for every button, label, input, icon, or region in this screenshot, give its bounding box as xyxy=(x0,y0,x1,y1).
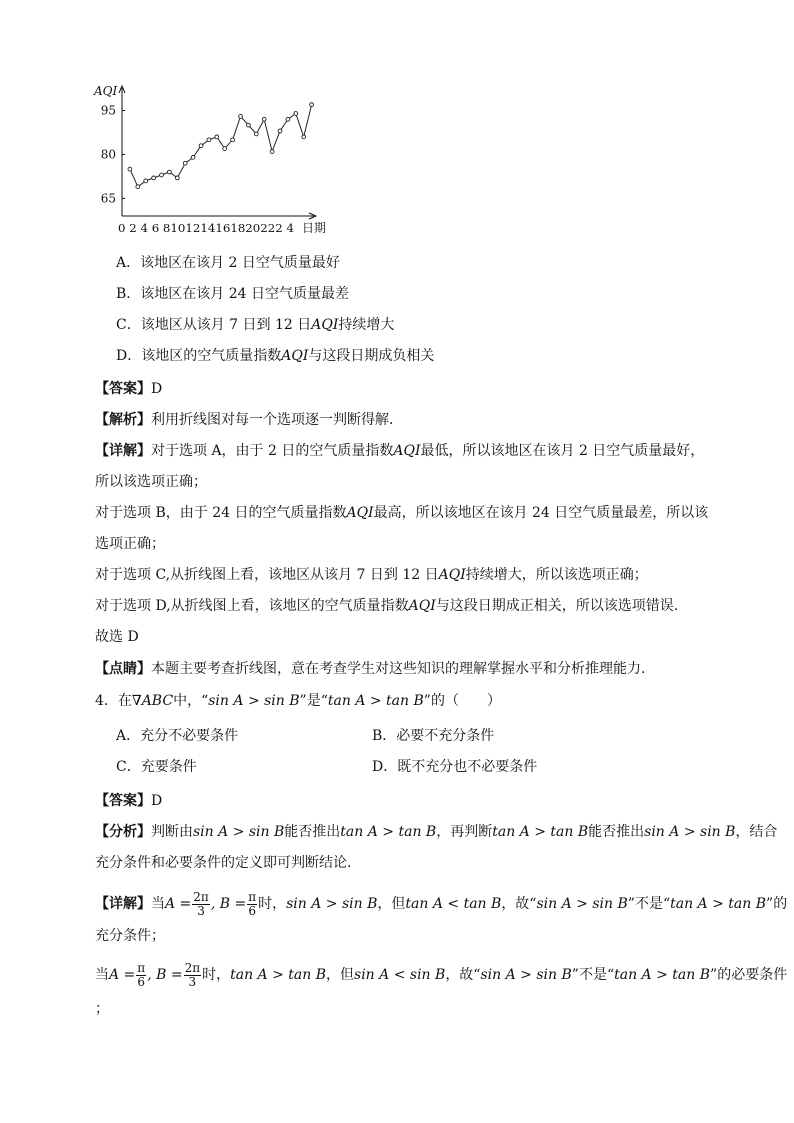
detail-text: 与这段日期成正相关，所以该选项错误. xyxy=(435,598,679,614)
aqi-data-point xyxy=(262,117,266,121)
q3-detail-4 xyxy=(95,533,794,555)
detail-text: ，故“ xyxy=(501,896,537,912)
detail-text: ”不是“ xyxy=(627,896,671,912)
detail-text: 对于选项 B，由于 24 日的空气质量指数 xyxy=(95,505,347,521)
fraction-denominator: 3 xyxy=(197,903,205,918)
analysis-text: ，再判断 xyxy=(436,824,493,840)
detail-text: 选项正确； xyxy=(95,536,165,552)
option-a xyxy=(116,252,794,274)
detail-math: sin A < sin B xyxy=(354,967,446,983)
detail-text: 对于选项 C,从折线图上看，该地区从该月 7 日到 12 日 xyxy=(95,567,439,583)
detail-math: tan A < tan B xyxy=(405,896,502,912)
detail-text: 所以该选项正确； xyxy=(95,474,207,490)
aqi-data-point xyxy=(278,129,282,133)
q4-stem-math: tan A > tan B xyxy=(327,693,424,709)
q3-detail-2 xyxy=(95,471,794,493)
q4-stem-math: sin A > sin B xyxy=(208,693,300,709)
option-b xyxy=(116,283,794,305)
detail-text: ”不是“ xyxy=(571,967,615,983)
analysis-text: 判断由 xyxy=(151,824,193,840)
fraction-numerator: π xyxy=(137,960,146,975)
aqi-data-point xyxy=(231,138,235,142)
fraction-numerator: π xyxy=(248,889,257,904)
aqi-data-point xyxy=(175,176,179,180)
detail-math: tan A > tan B xyxy=(670,896,767,912)
q4-option-d: D．既不充分也不必要条件 xyxy=(372,759,538,775)
detail-math: , B = xyxy=(210,896,247,912)
detail-math: AQI xyxy=(438,567,466,583)
q4-analysis-1 xyxy=(95,821,794,843)
aqi-data-point xyxy=(270,150,274,154)
aqi-data-point xyxy=(183,161,187,165)
aqi-data-point xyxy=(191,156,195,160)
analysis-math: sin A > sin B xyxy=(644,824,736,840)
answer-tag: 【答案】 xyxy=(95,381,151,397)
detail-text: 最高，所以该地区在该月 24 日空气质量最差，所以该 xyxy=(373,505,709,521)
fraction-denominator: 6 xyxy=(248,903,256,918)
fraction xyxy=(136,962,146,989)
option-b-text: B．该地区在该月 24 日空气质量最差 xyxy=(116,286,350,302)
aqi-data-point xyxy=(310,103,314,107)
aqi-data-point xyxy=(160,173,164,177)
answer-value: D xyxy=(151,381,163,397)
detail-text: ，故“ xyxy=(445,967,481,983)
detail-math: sin A > sin B xyxy=(480,967,572,983)
q4-detail-3 xyxy=(95,958,794,992)
option-d-math: AQI xyxy=(281,348,309,364)
q4-stem-text: ”的（ ） xyxy=(423,693,501,709)
aqi-data-point xyxy=(254,132,258,136)
y-tick-label: 65 xyxy=(100,191,116,206)
q4-stem-text: 中，“ xyxy=(173,693,209,709)
fraction-numerator: 2π xyxy=(193,889,209,904)
q4-analysis-2 xyxy=(95,852,794,874)
detail-math: A = xyxy=(109,967,136,983)
fraction xyxy=(184,962,202,989)
detail-math: AQI xyxy=(393,443,421,459)
q4-option-a: A．充分不必要条件 xyxy=(116,728,239,744)
aqi-data-point xyxy=(286,117,290,121)
detail-text: ”的必要条件 xyxy=(710,967,788,983)
aqi-data-point xyxy=(152,176,156,180)
fraction xyxy=(247,891,257,918)
fraction-denominator: 6 xyxy=(137,974,146,989)
detail-tag: 【详解】 xyxy=(95,443,151,459)
aqi-data-point xyxy=(168,170,172,174)
fraction-denominator: 3 xyxy=(188,974,197,989)
q3-answer xyxy=(95,378,794,400)
q4-stem-text: ”是“ xyxy=(299,693,328,709)
aqi-line-chart xyxy=(90,80,330,240)
analysis-tag: 【分析】 xyxy=(95,824,151,840)
aqi-data-point xyxy=(247,123,251,127)
aqi-data-point xyxy=(215,135,219,139)
option-d xyxy=(116,345,794,367)
analysis-text: 能否推出 xyxy=(284,824,341,840)
option-c xyxy=(116,314,794,336)
x-axis-label: 日期 xyxy=(302,221,327,235)
option-d-text: D．该地区的空气质量指数 xyxy=(116,348,282,364)
q3-detail-3 xyxy=(95,502,794,524)
answer-tag: 【答案】 xyxy=(95,793,151,809)
option-c-text-end: 持续增大 xyxy=(338,317,395,333)
option-d-text-end: 与这段日期成负相关 xyxy=(308,348,435,364)
aqi-series-line xyxy=(130,105,312,187)
y-axis-label: AQI xyxy=(94,84,118,98)
detail-text: ”的 xyxy=(766,896,788,912)
detail-math: tan A > tan B xyxy=(230,967,327,983)
detail-text: 故选 D xyxy=(95,629,139,645)
analysis-math: tan A > tan B xyxy=(340,824,437,840)
aqi-data-point xyxy=(223,147,227,151)
aqi-data-point xyxy=(239,114,243,118)
aqi-data-point xyxy=(294,112,298,116)
q4-stem xyxy=(95,690,794,712)
aqi-data-point xyxy=(302,135,306,139)
detail-text: ，但 xyxy=(377,896,406,912)
aqi-data-point xyxy=(136,185,140,189)
q3-comment xyxy=(95,658,794,680)
q3-analysis xyxy=(95,409,794,431)
y-tick-label: 80 xyxy=(100,147,116,162)
aqi-data-point xyxy=(199,144,203,148)
detail-text: 持续增大，所以该选项正确； xyxy=(465,567,648,583)
q3-detail-5 xyxy=(95,564,794,586)
q4-option-c: C．充要条件 xyxy=(116,759,197,775)
q4-option-b: B．必要不充分条件 xyxy=(372,728,495,744)
q4-stem-text: 4．在 xyxy=(95,693,132,709)
x-tick-labels: 0 2 4 6 8101214161820222 4 xyxy=(118,221,294,235)
detail-text: 对于选项 A，由于 2 日的空气质量指数 xyxy=(151,443,394,459)
q4-answer xyxy=(95,790,794,812)
q4-detail-1 xyxy=(95,887,794,921)
detail-text: 时， xyxy=(202,967,231,983)
analysis-math: tan A > tan B xyxy=(492,824,589,840)
aqi-data-point xyxy=(207,138,211,142)
fraction xyxy=(192,891,210,918)
detail-math: , B = xyxy=(147,967,183,983)
comment-tag: 【点睛】 xyxy=(95,661,151,677)
aqi-data-point xyxy=(144,179,148,183)
q4-detail-2 xyxy=(95,925,794,947)
detail-text: ，但 xyxy=(326,967,355,983)
analysis-math: sin A > sin B xyxy=(193,824,285,840)
analysis-text: 充分条件和必要条件的定义即可判断结论. xyxy=(95,855,352,871)
q3-detail-7 xyxy=(95,626,794,648)
detail-text: 时， xyxy=(258,896,287,912)
analysis-tag: 【解析】 xyxy=(95,412,151,428)
detail-tag: 【详解】 xyxy=(95,896,151,912)
detail-math: A = xyxy=(165,896,192,912)
detail-math: tan A > tan B xyxy=(614,967,711,983)
detail-text: 对于选项 D,从折线图上看，该地区的空气质量指数 xyxy=(95,598,409,614)
q4-detail-4 xyxy=(95,998,794,1020)
q3-detail-1 xyxy=(95,440,794,462)
y-tick-label: 95 xyxy=(100,103,116,118)
analysis-text: 能否推出 xyxy=(588,824,645,840)
detail-text: 充分条件； xyxy=(95,928,165,944)
aqi-data-point xyxy=(128,167,132,171)
answer-value: D xyxy=(151,793,163,809)
fraction-numerator: 2π xyxy=(184,960,201,975)
detail-math: AQI xyxy=(408,598,436,614)
comment-text: 本题主要考查折线图，意在考查学生对这些知识的理解掌握水平和分析推理能力. xyxy=(151,661,646,677)
q3-detail-6 xyxy=(95,595,794,617)
detail-text: 当 xyxy=(95,967,109,983)
analysis-text: ，结合 xyxy=(735,824,778,840)
option-a-text: A．该地区在该月 2 日空气质量最好 xyxy=(116,255,340,271)
detail-math: sin A > sin B xyxy=(536,896,628,912)
q4-stem-math: ∇ABC xyxy=(131,693,174,709)
option-c-math: AQI xyxy=(311,317,339,333)
detail-text: 最低，所以该地区在该月 2 日空气质量最好， xyxy=(420,443,705,459)
detail-math: sin A > sin B xyxy=(286,896,378,912)
detail-text: ； xyxy=(95,1001,109,1017)
detail-text: 当 xyxy=(151,896,165,912)
option-c-text: C．该地区从该月 7 日到 12 日 xyxy=(116,317,312,333)
analysis-text: 利用折线图对每一个选项逐一判断得解. xyxy=(151,412,394,428)
detail-math: AQI xyxy=(346,505,374,521)
